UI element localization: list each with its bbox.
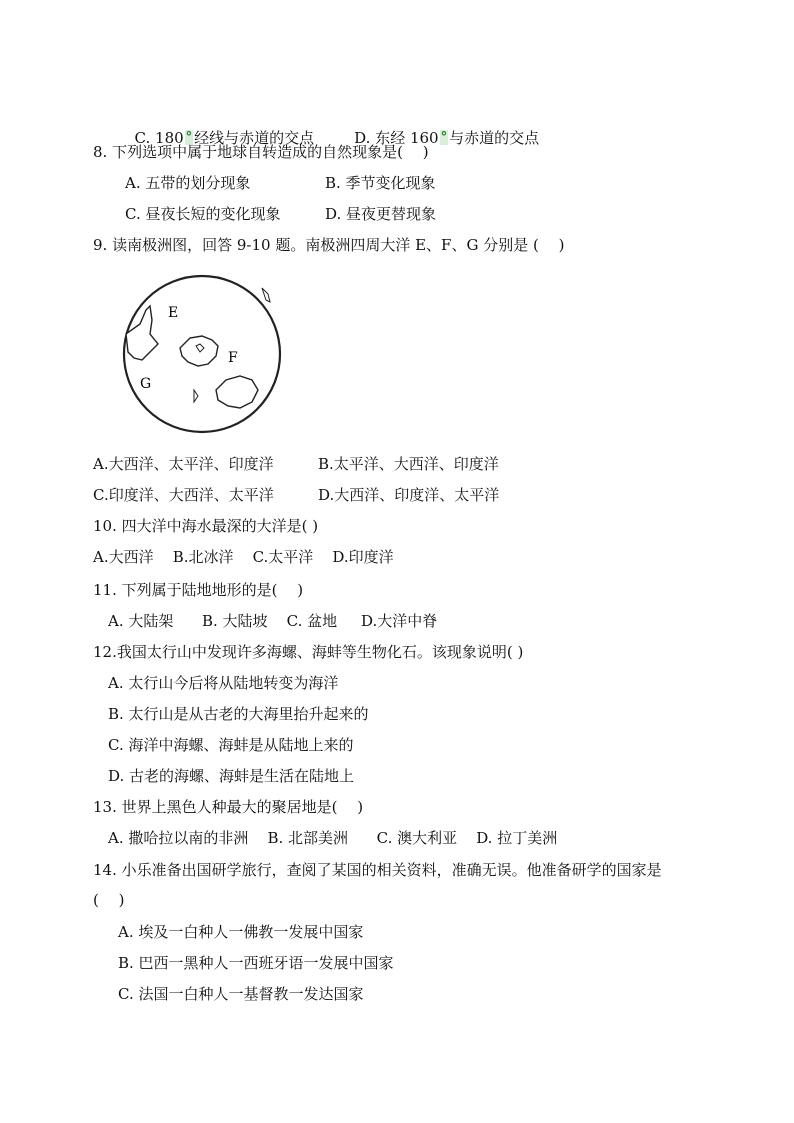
q8-option-a: A. 五带的划分现象 [125,174,251,192]
q12-option-c: C. 海洋中海螺、海蚌是从陆地上来的 [108,736,354,754]
q14-stem: 14. 小乐准备出国研学旅行，查阅了某国的相关资料，准确无误。他准备研学的国家是 [93,861,662,879]
q11-options: A. 大陆架 B. 大陆坡 C. 盆地 D.大洋中脊 [108,612,438,630]
degree-mark: ° [440,130,448,145]
q12-option-a: A. 太行山今后将从陆地转变为海洋 [108,674,339,692]
degree-mark: ° [185,130,193,145]
q8-option-c: C. 昼夜长短的变化现象 [125,205,281,223]
q9-option-c: C.印度洋、大西洋、太平洋 [93,486,274,504]
q10-stem: 10. 四大洋中海水最深的大洋是( ) [93,517,319,535]
q8-option-b: B. 季节变化现象 [325,174,436,192]
q8-option-d: D. 昼夜更替现象 [325,205,437,223]
q10-options: A.大西洋 B.北冰洋 C.太平洋 D.印度洋 [93,548,394,566]
q9-option-a: A.大西洋、太平洋、印度洋 [93,455,274,473]
antarctica-map [120,262,285,440]
q7-option-c: C. 180 ° 经线与赤道的交点 [134,129,315,147]
q9-option-b: B.太平洋、大西洋、印度洋 [318,455,499,473]
q14-option-c: C. 法国一白种人一基督教一发达国家 [118,985,364,1003]
q9-stem: 9. 读南极洲图，回答 9-10 题。南极洲四周大洋 E、F、G 分别是 ( ) [93,236,565,254]
q14-stem-paren: ( ) [93,891,125,909]
q9-option-d: D.大西洋、印度洋、太平洋 [318,486,500,504]
q12-option-b: B. 太行山是从古老的大海里抬升起来的 [108,705,369,723]
q14-option-a: A. 埃及一白种人一佛教一发展中国家 [118,923,364,941]
map-label-g: G [140,376,152,392]
map-label-e: E [168,305,179,321]
island-outline [262,288,270,302]
q12-option-d: D. 古老的海螺、海蚌是生活在陆地上 [108,767,355,785]
q12-stem: 12.我国太行山中发现许多海螺、海蚌等生物化石。该现象说明( ) [93,643,524,661]
map-label-f: F [228,350,238,366]
q13-stem: 13. 世界上黑色人种最大的聚居地是( ) [93,798,364,816]
q13-options: A. 撒哈拉以南的非洲 B. 北部美洲 C. 澳大利亚 D. 拉丁美洲 [108,829,558,847]
q11-stem: 11. 下列属于陆地地形的是( ) [93,581,304,599]
q8-stem: 8. 下列选项中属于地球自转造成的自然现象是( ) [93,143,429,161]
q7-option-d: D. 东经 160 ° 与赤道的交点 [354,129,540,147]
q14-option-b: B. 巴西一黑种人一西班牙语一发展中国家 [118,954,394,972]
